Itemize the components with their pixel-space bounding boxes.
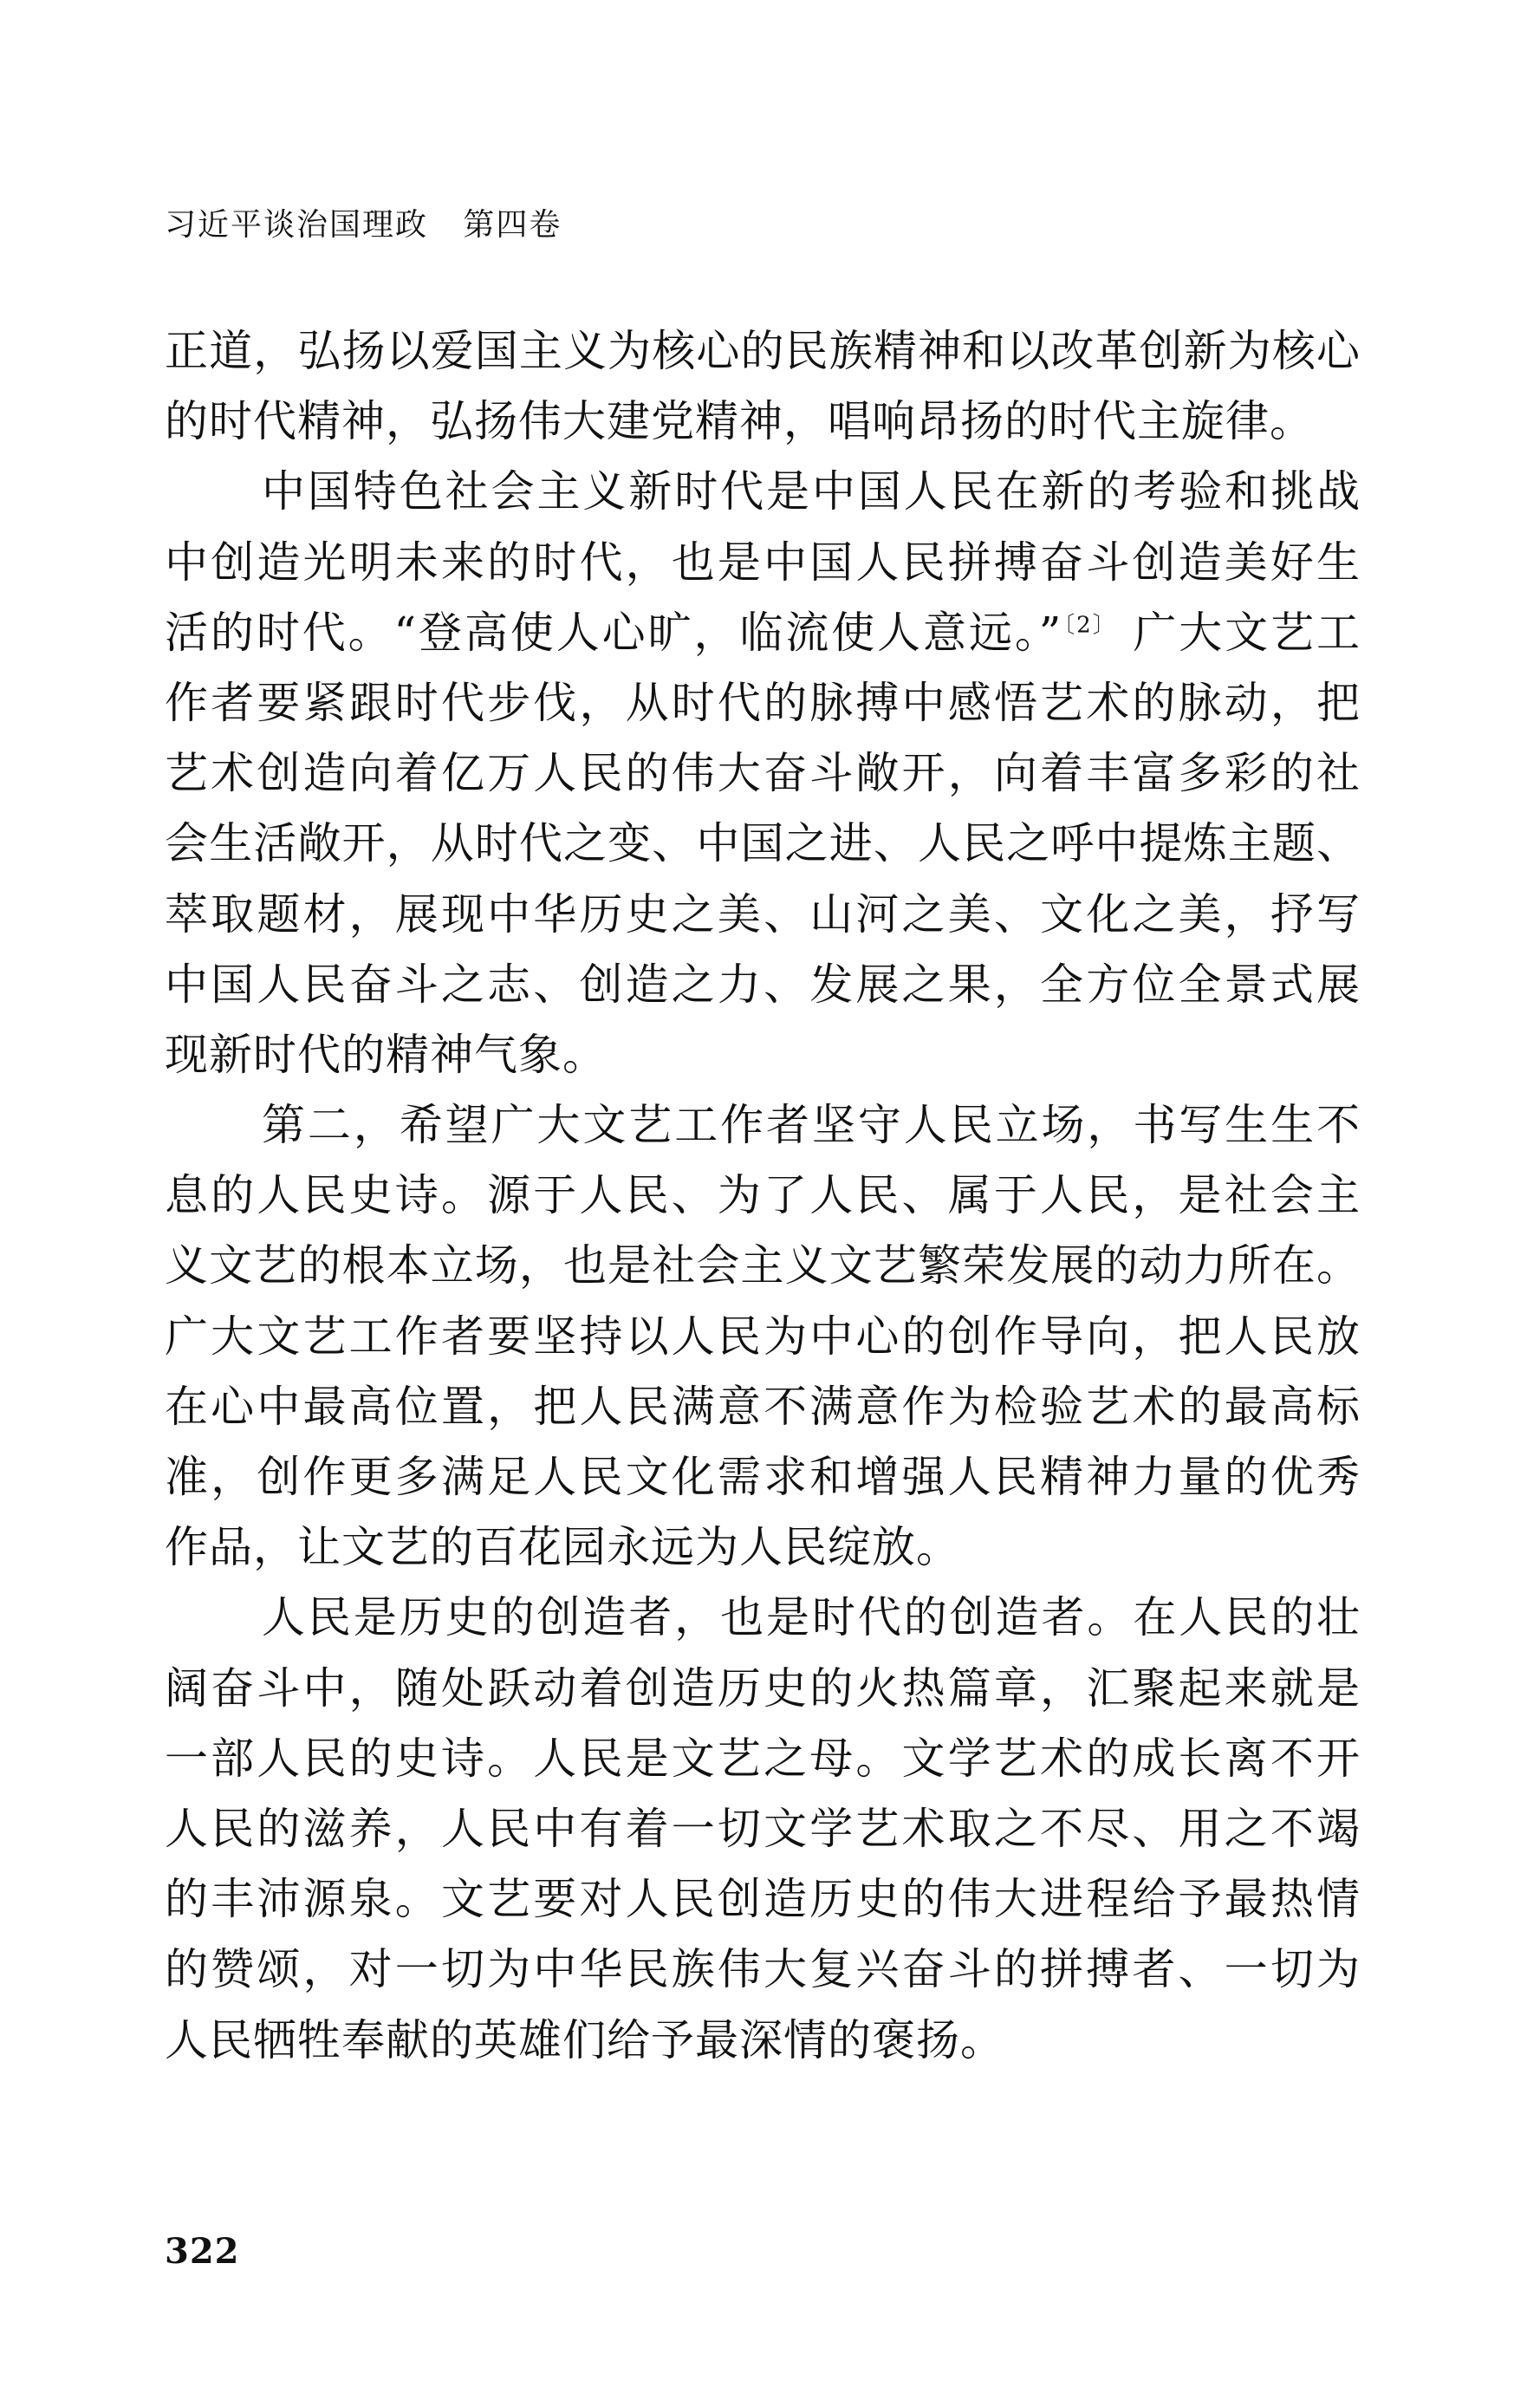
text-line: 会生活敞开，从时代之变、中国之进、人民之呼中提炼主题、 — [165, 818, 1361, 869]
paragraph-1 — [165, 316, 1361, 457]
text-line: 在心中最高位置，把人民满意不满意作为检验艺术的最高标 — [165, 1381, 1361, 1432]
text-line: 作者要紧跟时代步伐，从时代的脉搏中感悟艺术的脉动，把 — [165, 677, 1361, 728]
text-line: 正道，弘扬以爱国主义为核心的民族精神和以改革创新为核心 — [165, 326, 1361, 376]
text-segment: 广大文艺工 — [1133, 607, 1361, 658]
text-line: 艺术创造向着亿万人民的伟大奋斗敞开，向着丰富多彩的社 — [165, 748, 1361, 799]
text-line-with-footnote — [165, 598, 1361, 668]
paragraph-4 — [165, 1583, 1361, 2075]
page-number: 322 — [165, 2231, 240, 2272]
text-line: 中国特色社会主义新时代是中国人民在新的考验和挑战 — [262, 466, 1361, 517]
text-line: 中国人民奋斗之志、创造之力、发展之果，全方位全景式展 — [165, 959, 1361, 1010]
text-line: 中创造光明未来的时代，也是中国人民拼搏奋斗创造美好生 — [165, 537, 1361, 588]
paragraph-3 — [165, 1090, 1361, 1583]
volume-label: 第四卷 — [463, 207, 562, 243]
text-line: 作品，让文艺的百花园永远为人民绽放。 — [165, 1522, 960, 1573]
footnote-marker[interactable]: 〔2〕 — [1062, 612, 1117, 639]
text-line: 准，创作更多满足人民文化需求和增强人民精神力量的优秀 — [165, 1452, 1361, 1502]
body-text — [165, 316, 1361, 2076]
running-header — [165, 205, 562, 246]
text-line: 一部人民的史诗。人民是文艺之母。文学艺术的成长离不开 — [165, 1733, 1361, 1784]
text-line: 广大文艺工作者要坚持以人民为中心的创作导向，把人民放 — [165, 1311, 1361, 1362]
text-line: 人民牺牲奉献的英雄们给予最深情的褒扬。 — [165, 2014, 1004, 2065]
text-line: 义文艺的根本立场，也是社会主义文艺繁荣发展的动力所在。 — [165, 1240, 1361, 1291]
paragraph-2 — [165, 457, 1361, 1090]
book-title: 习近平谈治国理政 — [165, 207, 429, 243]
text-line: 现新时代的精神气象。 — [165, 1029, 607, 1080]
text-line: 萃取题材，展现中华历史之美、山河之美、文化之美，抒写 — [165, 888, 1361, 940]
text-line: 的赞颂，对一切为中华民族伟大复兴奋斗的拼搏者、一切为 — [165, 1944, 1361, 1995]
text-line: 第二，希望广大文艺工作者坚守人民立场，书写生生不 — [262, 1100, 1361, 1151]
text-line: 阔奋斗中，随处跃动着创造历史的火热篇章，汇聚起来就是 — [165, 1662, 1361, 1714]
text-segment: 活的时代。“登高使人心旷，临流使人意远。” — [165, 607, 1062, 658]
text-line: 息的人民史诗。源于人民、为了人民、属于人民，是社会主 — [165, 1170, 1361, 1221]
text-line: 人民的滋养，人民中有着一切文学艺术取之不尽、用之不竭 — [165, 1803, 1361, 1854]
text-line: 人民是历史的创造者，也是时代的创造者。在人民的壮 — [262, 1592, 1361, 1643]
text-line: 的时代精神，弘扬伟大建党精神，唱响昂扬的时代主旋律。 — [165, 396, 1314, 447]
text-line: 的丰沛源泉。文艺要对人民创造历史的伟大进程给予最热情 — [165, 1874, 1361, 1925]
